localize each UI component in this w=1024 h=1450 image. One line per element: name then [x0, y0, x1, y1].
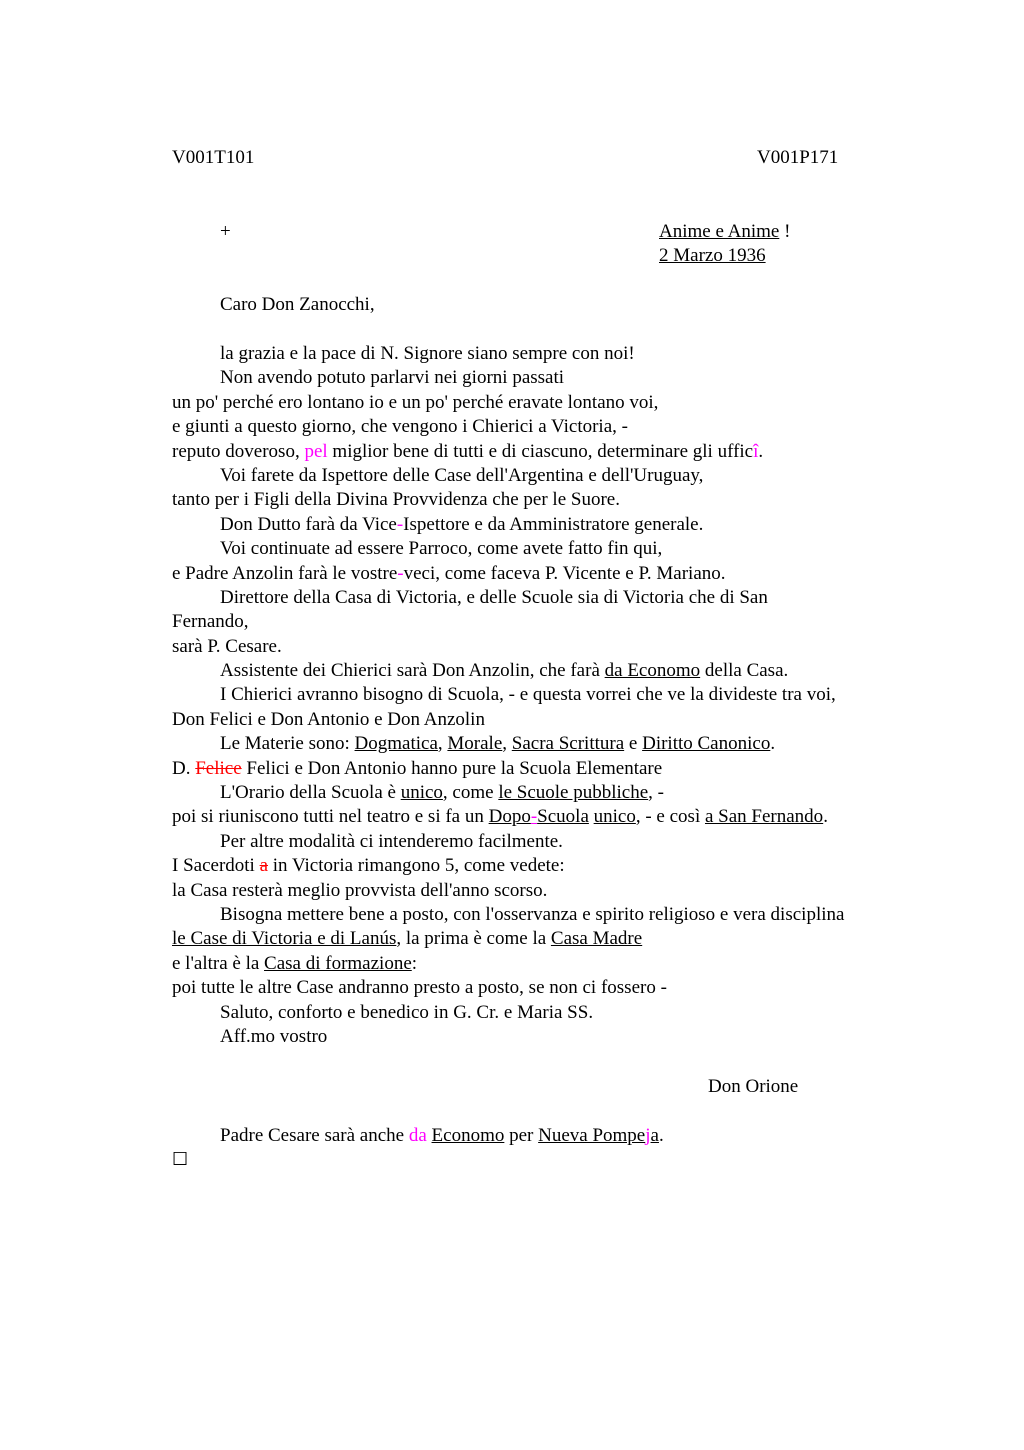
underlined-text: Casa di formazione — [264, 952, 412, 974]
text-segment: , la prima è come la — [396, 928, 551, 950]
underlined-text: da Economo — [604, 660, 701, 682]
body-line-23: la Casa resterà meglio provvista dell'anno scorso. — [172, 879, 548, 901]
underlined-text: Economo — [431, 1125, 505, 1146]
document-code-right: V001P171 — [757, 147, 839, 168]
underlined-text: Sacra Scrittura — [511, 733, 625, 755]
body-line-5 — [172, 440, 932, 464]
body-line-10 — [172, 562, 932, 586]
text-segment: poi si riuniscono tutti nel teatro e si fa un — [172, 806, 489, 828]
body-line-28: Saluto, conforto e benedico in G. Cr. e Maria SS. — [220, 1001, 594, 1023]
inserted-text: - — [397, 562, 404, 584]
underlined-text: Scuola — [537, 806, 589, 828]
deleted-text: a — [259, 855, 269, 877]
body-line-15: I Chierici avranno bisogno di Scuola, - e questa vorrei che ve la divideste tra voi, — [220, 684, 836, 706]
underlined-text: Dopo — [488, 806, 531, 828]
deleted-text: Felice — [195, 757, 242, 779]
text-segment: , — [502, 733, 512, 755]
inserted-text: - — [396, 513, 404, 535]
letter-body — [172, 342, 932, 1049]
text-segment: , come — [442, 782, 499, 804]
text-segment: reputo doveroso, — [172, 440, 305, 462]
body-line-21: Per altre modalità ci intenderemo facilmente. — [220, 830, 563, 852]
body-line-4: e giunti a questo giorno, che vengono i Chierici a Victoria, - — [172, 416, 628, 438]
signature: Don Orione — [708, 1076, 799, 1097]
body-line-25 — [172, 927, 932, 951]
cross-mark: + — [220, 221, 231, 242]
body-line-2: Non avendo potuto parlarvi nei giorni passati — [220, 367, 565, 389]
text-segment: per — [504, 1125, 539, 1146]
underlined-text: a San Fernando — [704, 806, 824, 828]
underlined-text: Casa Madre — [550, 928, 643, 950]
underlined-text: unico — [593, 806, 636, 828]
body-line-26 — [172, 952, 932, 976]
motto — [659, 220, 790, 244]
body-line-16: Don Felici e Don Antonio e Don Anzolin — [172, 708, 485, 730]
underlined-text: Nueva Pompe — [538, 1125, 646, 1146]
body-line-9: Voi continuate ad essere Parroco, come avete fatto fin qui, — [220, 538, 663, 560]
postscript — [220, 1124, 664, 1148]
body-line-22 — [172, 854, 932, 878]
underlined-text: Dogmatica — [354, 733, 438, 755]
inserted-text: da — [408, 1125, 427, 1146]
salutation: Caro Don Zanocchi, — [220, 294, 375, 315]
text-segment: Assistente dei Chierici sarà Don Anzolin, che farà — [220, 660, 605, 682]
body-line-29: Aff.mo vostro — [220, 1025, 328, 1047]
text-segment: . — [758, 440, 764, 462]
body-line-3: un po' perché ero lontano io e un po' perché eravate lontano voi, — [172, 391, 659, 413]
text-segment: Padre Cesare sarà anche — [220, 1125, 409, 1146]
text-segment: I Sacerdoti — [172, 855, 260, 877]
text-segment: D. — [172, 757, 196, 779]
underlined-text: Diritto Canonico — [642, 733, 771, 755]
body-line-20 — [172, 805, 932, 829]
text-segment: Le Materie sono: — [220, 733, 355, 755]
text-segment: , — [437, 733, 448, 755]
text-segment: e — [624, 733, 643, 755]
text-segment: L'Orario della Scuola è — [220, 782, 401, 804]
underlined-text: le Case di Victoria e di Lanús — [172, 928, 397, 950]
text-segment: Ispettore e da Amministratore generale. — [403, 513, 704, 535]
motto-punct: ! — [779, 221, 791, 242]
text-segment: . — [823, 806, 828, 828]
body-line-24: Bisogna mettere bene a posto, con l'osservanza e spirito religioso e vera disciplina — [220, 903, 845, 925]
text-segment: , - — [648, 782, 664, 804]
underlined-text: unico — [400, 782, 443, 804]
text-segment: miglior bene di tutti e di ciascuno, determinare gli uffic — [327, 440, 754, 462]
text-segment: Felici e Don Antonio hanno pure la Scuola Elementare — [241, 757, 663, 779]
text-segment: , - e così — [635, 806, 705, 828]
underlined-text: a — [650, 1125, 659, 1146]
body-line-14 — [172, 659, 932, 683]
body-line-19 — [172, 781, 932, 805]
inserted-text: j — [645, 1125, 651, 1146]
text-segment: veci, come faceva P. Vicente e P. Mariano. — [403, 562, 726, 584]
text-segment: . — [770, 733, 776, 755]
underlined-text: le Scuole pubbliche — [498, 782, 649, 804]
body-line-13: sarà P. Cesare. — [172, 635, 282, 657]
inserted-text: pel — [304, 440, 328, 462]
body-line-7: tanto per i Figli della Divina Provvidenza che per le Suore. — [172, 489, 620, 511]
body-line-17 — [172, 732, 932, 756]
body-line-6: Voi farete da Ispettore delle Case dell'Argentina e dell'Uruguay, — [220, 464, 704, 486]
text-segment: Don Dutto farà da Vice — [220, 513, 397, 535]
letter-date: 2 Marzo 1936 — [659, 245, 766, 266]
end-mark-box: ☐ — [172, 1149, 189, 1170]
body-line-11: Direttore della Casa di Victoria, e delle Scuole sia di Victoria che di San — [220, 586, 768, 608]
inserted-text: - — [530, 806, 538, 828]
text-segment: . — [658, 1125, 664, 1146]
text-segment: : — [411, 952, 418, 974]
text-segment: e l'altra è la — [172, 952, 265, 974]
body-line-1: la grazia e la pace di N. Signore siano sempre con noi! — [220, 343, 635, 364]
document-code-left: V001T101 — [172, 147, 255, 168]
text-segment: della Casa. — [700, 660, 789, 682]
body-line-27: poi tutte le altre Case andranno presto a posto, se non ci fossero - — [172, 977, 667, 999]
text-segment: in Victoria rimangono 5, come vedete: — [268, 855, 565, 877]
body-line-8 — [172, 513, 932, 537]
underlined-text: Morale — [447, 733, 503, 755]
inserted-text: î — [753, 440, 759, 462]
body-line-18 — [172, 757, 932, 781]
motto-text: Anime e Anime — [659, 221, 780, 242]
text-segment: e Padre Anzolin farà le vostre — [172, 562, 398, 584]
body-line-12: Fernando, — [172, 611, 249, 633]
